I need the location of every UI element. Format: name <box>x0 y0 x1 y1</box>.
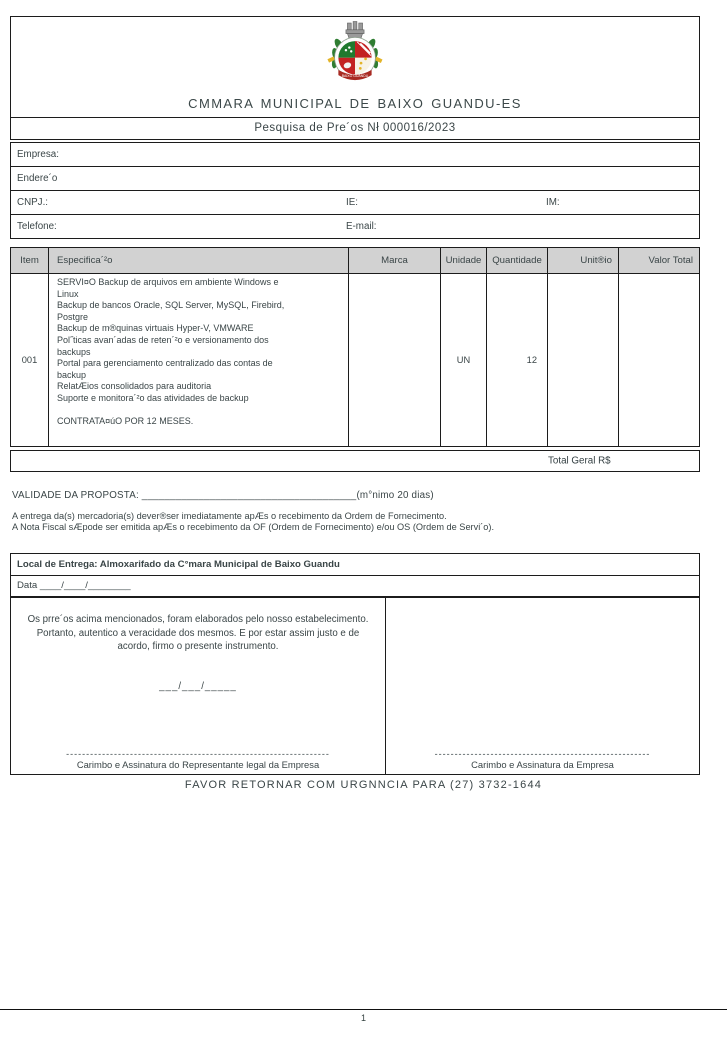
entrega-note-1: A entrega da(s) mercadoria(s) dever®ser imediatamente apÆs o recebimento da Ordem de Fornecimento. <box>12 511 447 521</box>
left-signature-area <box>11 750 385 770</box>
col-header-marca: Marca <box>349 248 441 273</box>
endereco-row <box>11 166 699 190</box>
col-header-item: Item <box>11 248 49 273</box>
especificacao-text: SERVI¤O Backup de arquivos em ambiente Windows e Linux Backup de bancos Oracle, SQL Server, MySQL, Firebird, Postgre Backup de m®quinas virtuais Hyper-V, VMWARE Pol˝ticas avan´adas de reten´²o e versionamento dos backups Portal para gerenciamento centralizado das contas de backup RelatÆios consolidados para auditoria Suporte e monitora´²o das atividades de backup CONTRATA¤úO POR 12 MESES. <box>57 277 285 427</box>
total-geral-label: Total Geral R$ <box>548 455 611 467</box>
cnpj-row <box>11 190 699 214</box>
signature-right-cell <box>386 598 699 774</box>
telefone-label: Telefone: <box>17 221 57 232</box>
especificacao-cell <box>49 274 349 446</box>
cnpj-label: CNPJ.: <box>17 197 49 208</box>
col-header-quantidade: Quantidade <box>487 248 548 273</box>
page-number: 1 <box>360 1013 366 1023</box>
right-signature-dash-line: ------------------------------------------------------ <box>434 750 651 759</box>
table-row <box>11 274 699 446</box>
coat-of-arms-icon <box>317 20 393 88</box>
company-form-box <box>10 142 700 239</box>
unidade-cell: UN <box>441 274 487 446</box>
page-title: CMMARA MUNICIPAL DE BAIXO GUANDU-ES <box>188 96 522 111</box>
im-label: IM: <box>546 197 560 208</box>
unitario-cell <box>548 274 619 446</box>
signature-date-line: ___/___/_____ <box>159 680 237 692</box>
items-table <box>10 247 700 447</box>
endereco-label: Endere´o <box>17 173 58 184</box>
ie-label: IE: <box>346 197 358 208</box>
left-signature-dash-line: ------------------------------------------------------------------ <box>66 750 330 759</box>
empresa-label: Empresa: <box>17 149 59 160</box>
signature-left-cell <box>11 598 386 774</box>
marca-cell <box>349 274 441 446</box>
declaration-paragraph: Os prre´os acima mencionados, foram elaborados pelo nosso estabelecimento. Portanto, autentico a veracidade dos mesmos. E por estar assim justo e de acordo, firmo o presente instrumento. <box>27 614 369 652</box>
left-signature-caption: Carimbo e Assinatura do Representante legal da Empresa <box>76 759 320 770</box>
local-de-entrega-row <box>11 554 699 575</box>
signature-section <box>10 597 700 775</box>
data-row <box>11 575 699 597</box>
col-header-unitario: Unit®io <box>548 248 619 273</box>
local-de-entrega-label: Local de Entrega: Almoxarifado da C°mara Municipal de Baixo Guandu <box>17 558 340 570</box>
return-notice: FAVOR RETORNAR COM URGNNCIA PARA (27) 3732-1644 <box>184 779 543 791</box>
col-header-especificacao: Especifica´²o <box>49 248 349 273</box>
logo-banner-text: BAIXO GUANDU <box>341 74 369 79</box>
total-box <box>10 450 700 472</box>
document-subtitle: Pesquisa de Pre´os Nł 000016/2023 <box>11 117 699 139</box>
quantidade-cell: 12 <box>487 274 548 446</box>
col-header-valor-total: Valor Total <box>648 255 693 266</box>
validade-proposta-line: VALIDADE DA PROPOSTA: ______________________________________(m°nimo 20 dias) <box>12 490 434 501</box>
email-label: E-mail: <box>346 221 377 232</box>
table-header-row <box>11 248 699 274</box>
empresa-row <box>11 143 699 166</box>
col-header-unidade: Unidade <box>441 248 487 273</box>
footer-divider <box>0 1009 727 1010</box>
right-signature-area <box>386 750 699 770</box>
right-signature-caption: Carimbo e Assinatura da Empresa <box>471 759 614 770</box>
entrega-note-2: A Nota Fiscal sÆpode ser emitida apÆs o recebimento da OF (Ordem de Fornecimento) e/ou OS (Ordem de Servi´o). <box>12 522 495 532</box>
valor-total-cell <box>619 274 699 446</box>
telefone-row <box>11 214 699 238</box>
data-label: Data ____/____/________ <box>17 580 131 592</box>
item-number-cell: 001 <box>11 274 49 446</box>
entrega-box <box>10 553 700 597</box>
logo-wrap <box>11 17 699 96</box>
header-box <box>10 16 700 140</box>
